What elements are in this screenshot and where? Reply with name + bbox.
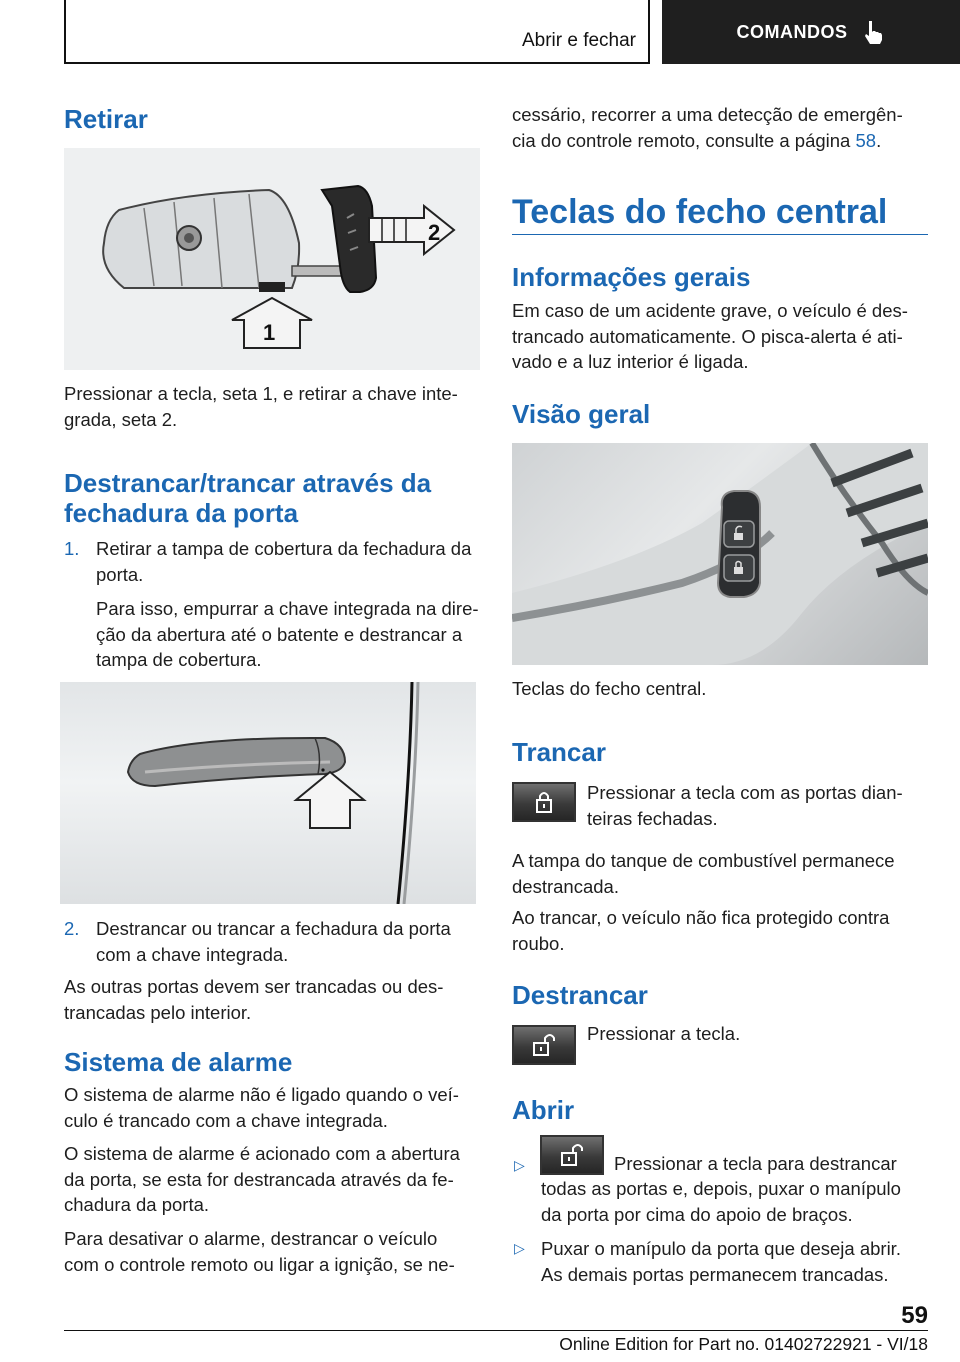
header-section-title: Abrir e fechar: [521, 30, 636, 51]
alarm-paragraph-2: [64, 1141, 480, 1218]
key-figure: [64, 148, 480, 370]
step-1-extra-line-2: ção da abertura até o batente e destrancar a: [96, 623, 463, 645]
unlock-icon: [514, 1027, 574, 1063]
alarm-p1-line-2: culo é trancado com a chave integrada.: [64, 1109, 388, 1131]
unlock-text: Pressionar a tecla.: [587, 1023, 741, 1044]
key-illustration: [64, 148, 480, 370]
general-info-heading: Informações gerais: [512, 262, 751, 292]
step-1-extra-line-1: Para isso, empurrar a chave integrada na dire-: [96, 598, 479, 619]
chapter-tab[interactable]: [662, 0, 960, 64]
chapter-label: COMANDOS: [736, 21, 848, 42]
step-2-text: [96, 916, 480, 967]
open-item-2-line-1: Puxar o manípulo da porta que deseja abrir.: [541, 1238, 901, 1259]
general-info-text: [512, 298, 928, 375]
central-locking-heading: Teclas do fecho central: [512, 193, 888, 231]
alarm-p2-line-3: chadura da porta.: [64, 1194, 210, 1215]
central-lock-photo: [512, 443, 928, 665]
open-item-2: [541, 1236, 929, 1287]
lock-fuel-text: [512, 848, 928, 899]
list-bullet-triangle-icon: ▷: [514, 1157, 525, 1173]
lock-heading: Trancar: [512, 737, 606, 767]
lock-text: [587, 780, 927, 831]
step-1-text: [96, 536, 480, 587]
open-item-1-line-2: todas as portas e, depois, puxar o manípulo: [541, 1178, 901, 1199]
lock-text-line-2: teiras fechadas.: [587, 807, 718, 829]
open-heading: Abrir: [512, 1095, 575, 1125]
unlock-icon: [542, 1137, 602, 1173]
step-1-extra-line-3: tampa de cobertura.: [96, 649, 262, 670]
continued-line-2-text: cia do controle remoto, consulte a página: [512, 129, 856, 151]
open-item-2-line-2: As demais portas permanecem trancadas.: [541, 1263, 889, 1285]
step-2-line-1: Destrancar ou trancar a fechadura da porta: [96, 918, 451, 939]
continued-line-2-end: .: [876, 129, 882, 151]
step-number-2: 2.: [64, 918, 80, 939]
footer-rule: [64, 1330, 928, 1331]
lock-text-line-1: Pressionar a tecla com as portas dian-: [587, 782, 903, 803]
alarm-paragraph-1: [64, 1082, 480, 1133]
lock-theft-line-1: Ao trancar, o veículo não fica protegido contra: [512, 907, 890, 928]
alarm-paragraph-3: [64, 1226, 480, 1277]
open-item-1-line-3: da porta por cima do apoio de braços.: [541, 1203, 853, 1225]
hand-pointer-icon: [860, 19, 886, 45]
lock-theft-text: [512, 905, 928, 956]
step-1-line-2: porta.: [96, 563, 144, 585]
other-doors-text: [64, 974, 480, 1025]
central-lock-illustration: [512, 443, 928, 665]
door-handle-illustration: [60, 682, 476, 904]
unlock-button-icon: [512, 1025, 576, 1065]
arrow-label-2: 2: [428, 220, 441, 245]
step-1-extra: [96, 596, 480, 673]
retirar-heading: Retirar: [64, 104, 148, 134]
lock-icon: [514, 784, 574, 820]
alarm-p1-line-1: O sistema de alarme não é ligado quando o veí-: [64, 1084, 459, 1105]
overview-caption: Teclas do fecho central.: [512, 678, 707, 699]
open-item-1-rest: [541, 1176, 929, 1227]
continued-text: [512, 102, 928, 153]
destrancar-heading-line-1: Destrancar/trancar através da: [64, 468, 432, 498]
alarm-p3-line-2: com o controle remoto ou ligar a ignição, se ne-: [64, 1253, 455, 1275]
general-info-line-2: trancado automaticamente. O pisca-alerta é ati-: [512, 325, 903, 347]
door-handle-figure: [60, 682, 476, 904]
lock-fuel-line-1: A tampa do tanque de combustível permanece: [512, 850, 895, 871]
retirar-caption-line-1: Pressionar a tecla, seta 1, e retirar a chave inte-: [64, 383, 458, 404]
list-bullet-triangle-icon: ▷: [514, 1240, 525, 1256]
continued-line-2: [512, 128, 928, 154]
lock-theft-line-2: roubo.: [512, 932, 565, 954]
step-number-1: 1.: [64, 538, 80, 559]
arrow-label-1: 1: [263, 320, 276, 345]
alarm-heading: Sistema de alarme: [64, 1047, 293, 1077]
general-info-line-3: vado e a luz interior é ligada.: [512, 351, 749, 372]
footer-edition: Online Edition for Part no. 01402722921 - VI/18: [559, 1334, 928, 1354]
alarm-p2-line-2: da porta, se esta for destrancada através da fe-: [64, 1168, 454, 1190]
open-item-1-line-1: Pressionar a tecla para destrancar: [614, 1153, 897, 1174]
page-58-link[interactable]: 58: [855, 129, 877, 151]
overview-heading: Visão geral: [512, 399, 651, 429]
alarm-p2-line-1: O sistema de alarme é acionado com a abertura: [64, 1143, 460, 1164]
unlock-button-icon-inline: [540, 1135, 604, 1175]
heading-rule: [512, 234, 928, 235]
page-number: 59: [901, 1302, 928, 1329]
lock-fuel-line-2: destrancada.: [512, 875, 619, 897]
retirar-caption: [64, 381, 480, 432]
step-2-line-2: com a chave integrada.: [96, 943, 289, 965]
alarm-p3-line-1: Para desativar o alarme, destrancar o veículo: [64, 1228, 438, 1249]
destrancar-fechadura-heading: [64, 468, 431, 528]
destrancar-heading-line-2: fechadura da porta: [64, 498, 299, 528]
retirar-caption-line-2: grada, seta 2.: [64, 408, 178, 430]
other-doors-line-2: trancadas pelo interior.: [64, 1001, 252, 1023]
lock-button-icon: [512, 782, 576, 822]
header-frame: [64, 0, 650, 64]
general-info-line-1: Em caso de um acidente grave, o veículo é des-: [512, 300, 908, 321]
continued-line-1: cessário, recorrer a uma detecção de emergên-: [512, 104, 903, 125]
unlock-heading: Destrancar: [512, 980, 648, 1010]
step-1-line-1: Retirar a tampa de cobertura da fechadura da: [96, 538, 472, 559]
other-doors-line-1: As outras portas devem ser trancadas ou des-: [64, 976, 444, 997]
